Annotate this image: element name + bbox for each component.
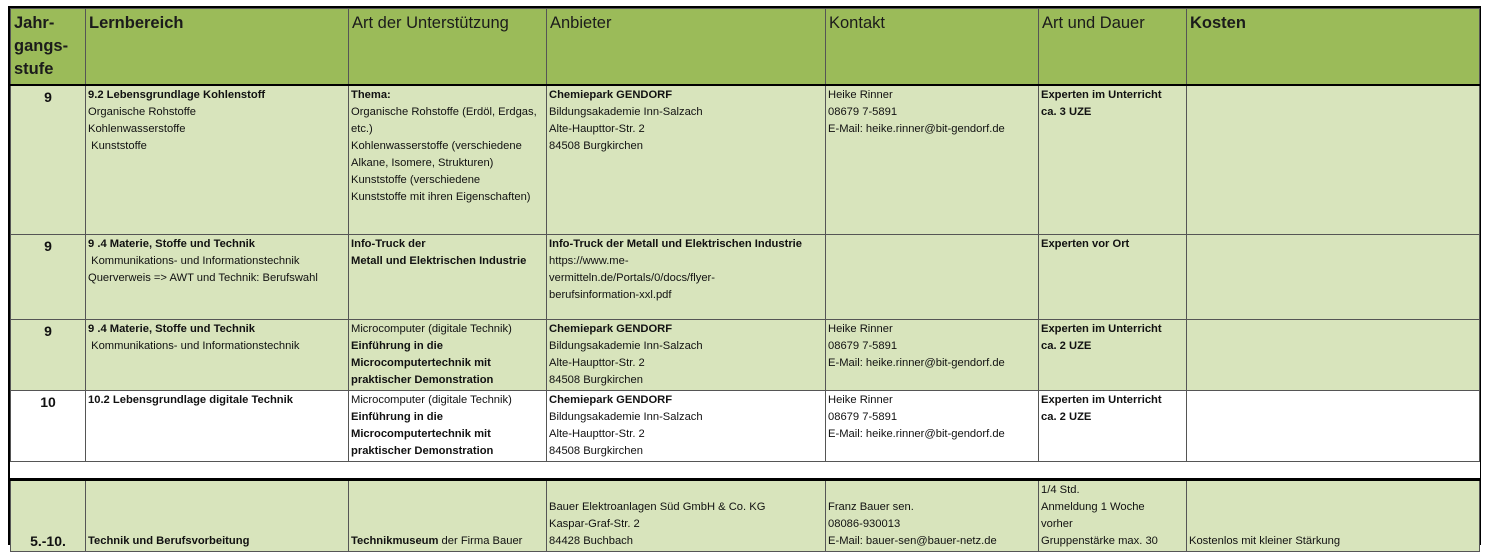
cell-stufe: 10 [11,390,86,461]
cell-anbieter: Bauer Elektroanlagen Süd GmbH & Co. KG Kaspar-Graf-Str. 2 84428 Buchbach [547,479,826,551]
offers-table [10,8,1480,552]
header-anbieter: Anbieter [547,9,826,86]
spacer-cell [11,461,1480,479]
url-link[interactable]: https://www.me- [549,254,629,267]
header-lernbereich: Lernbereich [86,9,349,86]
cell-stufe: 9 [11,234,86,319]
cell-kosten [1187,85,1480,234]
email-link[interactable]: E-Mail: heike.rinner@bit-gendorf.de [828,123,1005,135]
cell-kosten [1187,390,1480,461]
cell-kontakt: Heike Rinner 08679 7-5891 E-Mail: heike.rinner@bit-gendorf.de [826,319,1039,390]
cell-stufe: 9 [11,319,86,390]
cell-anbieter: Chemiepark GENDORF Bildungsakademie Inn-Salzach Alte-Haupttor-Str. 2 84508 Burgkirchen [547,85,826,234]
table-row [11,234,1480,319]
cell-unterstuetzung: Microcomputer (digitale Technik) Einführung in die Microcomputertechnik mit praktischer Demonstration [349,319,547,390]
cell-lernbereich: Technik und Berufsvorbeitung [86,479,349,551]
cell-kontakt: Franz Bauer sen. 08086-930013 E-Mail: bauer-sen@bauer-netz.de [826,479,1039,551]
cell-unterstuetzung: Technikmuseum der Firma Bauer [349,479,547,551]
table-row [11,319,1480,390]
cell-kosten: Kostenlos mit kleiner Stärkung [1187,479,1480,551]
header-kosten: Kosten [1187,9,1480,86]
cell-anbieter: Chemiepark GENDORF Bildungsakademie Inn-Salzach Alte-Haupttor-Str. 2 84508 Burgkirchen [547,319,826,390]
cell-stufe: 9 [11,85,86,234]
cell-dauer: Experten im Unterricht ca. 3 UZE [1039,85,1187,234]
cell-anbieter: Info-Truck der Metall und Elektrischen Industrie https://www.me- vermitteln.de/Portals/0/docs/flyer- berufsinformation-xxl.pdf [547,234,826,319]
cell-dauer: 1/4 Std. Anmeldung 1 Woche vorher Gruppenstärke max. 30 [1039,479,1187,551]
header-art-dauer: Art und Dauer [1039,9,1187,86]
cell-lernbereich: 9 .4 Materie, Stoffe und Technik Kommunikations- und Informationstechnik Querverweis => AWT und Technik: Berufswahl [86,234,349,319]
cell-kontakt: Heike Rinner 08679 7-5891 E-Mail: heike.rinner@bit-gendorf.de [826,390,1039,461]
email-link[interactable]: E-Mail: heike.rinner@bit-gendorf.de [828,427,1005,440]
cell-kontakt: Heike Rinner 08679 7-5891 E-Mail: heike.rinner@bit-gendorf.de [826,85,1039,234]
header-kontakt: Kontakt [826,9,1039,86]
email-link[interactable]: E-Mail: bauer-sen@bauer-netz.de [828,534,997,547]
table-row [11,85,1480,234]
header-jahrgangsstufe: Jahr- gangs- stufe [11,9,86,86]
table-row [11,479,1480,551]
cell-lernbereich: 9.2 Lebensgrundlage Kohlenstoff Organische Rohstoffe Kohlenwasserstoffe Kunststoffe [86,85,349,234]
cell-stufe: 5.-10. [11,479,86,551]
cell-kontakt [826,234,1039,319]
table-row [11,390,1480,461]
cell-unterstuetzung: Microcomputer (digitale Technik) Einführung in die Microcomputertechnik mit praktischer Demonstration [349,390,547,461]
cell-kosten [1187,234,1480,319]
cell-dauer: Experten vor Ort [1039,234,1187,319]
cell-kosten [1187,319,1480,390]
cell-dauer: Experten im Unterricht ca. 2 UZE [1039,390,1187,461]
cell-anbieter: Chemiepark GENDORF Bildungsakademie Inn-Salzach Alte-Haupttor-Str. 2 84508 Burgkirchen [547,390,826,461]
spacer-row [11,461,1480,479]
cell-dauer: Experten im Unterricht ca. 2 UZE [1039,319,1187,390]
header-art-unterstuetzung: Art der Unterstützung [349,9,547,86]
header-row [11,9,1480,86]
cell-lernbereich: 9 .4 Materie, Stoffe und Technik Kommunikations- und Informationstechnik [86,319,349,390]
cell-unterstuetzung: Info-Truck der Metall und Elektrischen Industrie [349,234,547,319]
cell-unterstuetzung: Thema: Organische Rohstoffe (Erdöl, Erdgas, etc.) Kohlenwasserstoffe (verschiedene Alkane, Isomere, Strukturen) Kunststoffe (verschiedene Kunststoffe mit ihren Eigenschaften) [349,85,547,234]
spreadsheet [8,6,1481,549]
email-link[interactable]: E-Mail: heike.rinner@bit-gendorf.de [828,356,1005,369]
cell-lernbereich: 10.2 Lebensgrundlage digitale Technik [86,390,349,461]
